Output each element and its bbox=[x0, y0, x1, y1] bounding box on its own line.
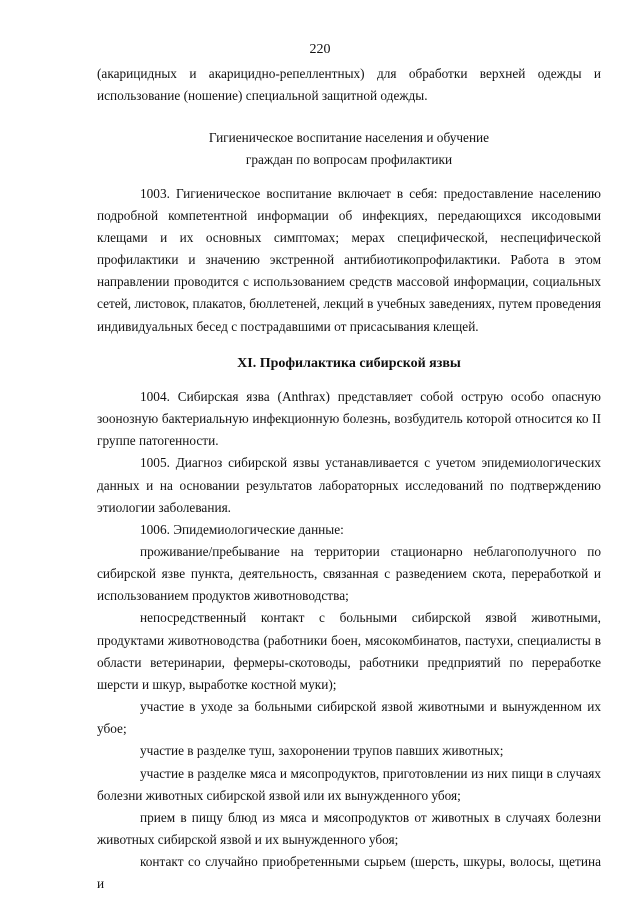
paragraph-1006: 1006. Эпидемиологические данные: bbox=[140, 521, 344, 537]
subsection-title-line-2: граждан по вопросам профилактики bbox=[245, 152, 453, 168]
epi-item-4: участие в разделке туш, захоронении трупов павших животных; bbox=[140, 743, 504, 759]
paragraph-1004: 1004. Сибирская язва (Anthrax) представляет собой острую особо опасную зоонозную бактериальную инфекционную болезнь, возбудитель которой относится ко II группе патогенности. bbox=[97, 388, 601, 449]
epi-item-7: контакт со случайно приобретенными сырьем (шерсть, шкуры, волосы, щетина и bbox=[97, 854, 601, 892]
paragraph-1005: 1005. Диагноз сибирской язвы устанавливается с учетом эпидемиологических данных и на основании результатов лабораторных исследований по подтверждению этиологии заболевания. bbox=[97, 455, 601, 515]
epi-item-3: участие в уходе за больными сибирской язвой животными и вынужденном их убое; bbox=[97, 699, 601, 737]
epi-item-2: непосредственный контакт с больными сибирской язвой животными, продуктами животноводства (работники боен, мясокомбинатов, пастухи, специалисты в области ветеринарии, фермеры-скотоводы, работники предприятий по переработке шерсти и шкур, выработке костной муки); bbox=[97, 610, 601, 692]
page-number: 220 bbox=[309, 42, 331, 57]
epi-item-1: проживание/пребывание на территории стационарно неблагополучного по сибирской язве пункта, деятельность, связанная с разведением скота, переработкой и использованием продуктов животноводства; bbox=[97, 543, 601, 604]
epi-item-5: участие в разделке мяса и мясопродуктов, приготовлении из них пищи в случаях болезни животных сибирской язвой или их вынужденного убоя; bbox=[97, 765, 601, 803]
intro-paragraph: (акарицидных и акарицидно-репеллентных) для обработки верхней одежды и использование (ношение) специальной защитной одежды. bbox=[97, 66, 601, 104]
paragraph-1003: 1003. Гигиеническое воспитание включает в себя: предоставление населению подробной компетентной информации об инфекциях, передающихся иксодовыми клещами и их основных симптомах; мерах специфической, неспецифической профилактики и значению экстренной антибиотикопрофилактики. Работа в этом направлении проводится с использованием средств массовой информации, социальных сетей, листовок, плакатов, бюллетеней, лекций в учебных заведениях, путем проведения индивидуальных бесед с пострадавшими от присасывания клещей. bbox=[97, 185, 601, 334]
epi-item-6: прием в пищу блюд из мяса и мясопродуктов от животных в случаях болезни животных сибирской язвой и их вынужденного убоя; bbox=[97, 809, 601, 847]
page-content bbox=[97, 63, 601, 895]
section-title: XI. Профилактика сибирской язвы bbox=[237, 355, 461, 371]
subsection-title-line-1: Гигиеническое воспитание населения и обучение bbox=[208, 130, 490, 146]
